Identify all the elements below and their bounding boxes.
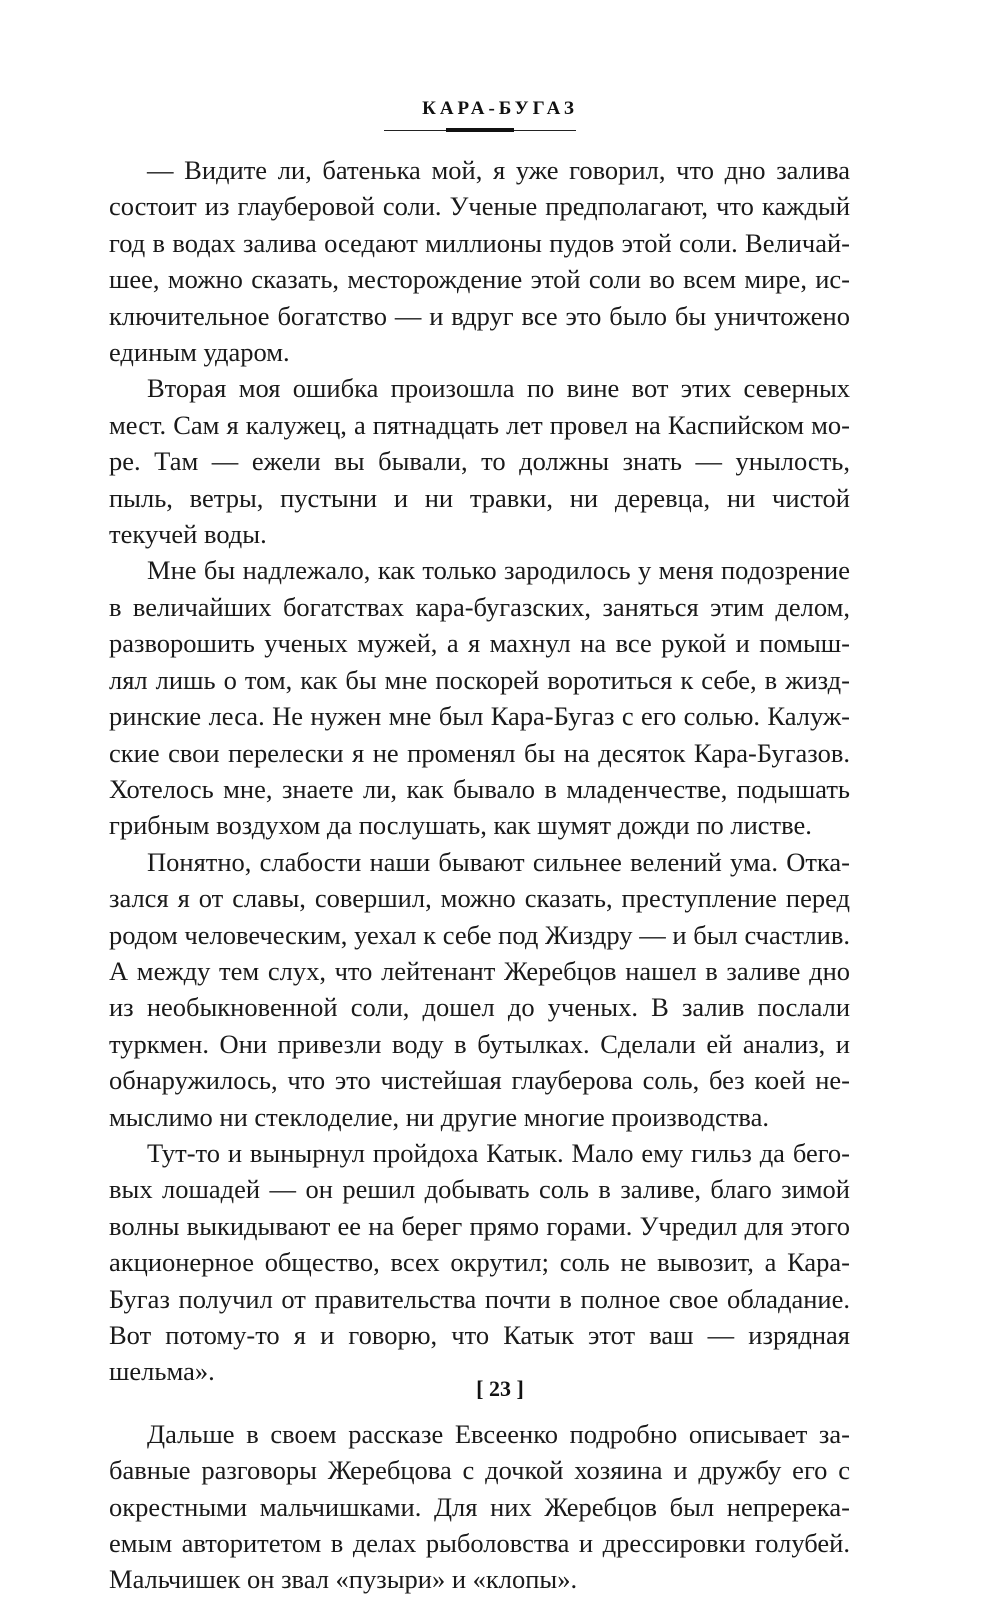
running-head: КАРА-БУГАЗ xyxy=(422,98,578,119)
paragraph: Тут-то и вынырнул пройдоха Катык. Мало ему гильз да беговых лошадей — он решил добывать соль в заливе, благо зимой волны выкидывают ее на берег прямо горами. Учредил для этого акционерное общество, всех окрутил; соль не вывозит, а Кара-Бугаз получил от правительства почти в полное свое обладание. Вот потому-то я и говорю, что Катык этот ваш — изрядная шельма». xyxy=(109,1137,850,1387)
paragraph: Понятно, слабости наши бывают сильнее велений ума. Отказался я от славы, совершил, можно сказать, преступление перед родом человеческим, уехал к себе под Жиздру — и был счастлив. А между тем слух, что лейтенант Жеребцов нашел в заливе дно из необыкновенной соли, дошел до ученых. В залив послали туркмен. Они привезли воду в бутылках. Сделали ей анализ, и обнаружилось, что это чистейшая глауберова соль, без коей немыслимо ни стеклоделие, ни другие многие производства. xyxy=(109,846,850,1132)
paragraph: Вторая моя ошибка произошла по вине вот этих северных мест. Сам я калужец, а пятнадцать лет провел на Каспийском море. Там — ежели вы бывали, то должны знать — унылость, пыль, ветры, пустыни и ни травки, ни деревца, ни чистой текучей воды. xyxy=(109,373,850,550)
paragraph: — Видите ли, батенька мой, я уже говорил, что дно залива состоит из глауберовой соли. Ученые предполагают, что каждый год в водах залива оседают миллионы пудов этой соли. Величайшее, можно сказать, месторождение этой соли во всем мире, исключительное богатство — и вдруг все это было бы уничтожено единым ударом. xyxy=(109,155,850,368)
header-rule-accent xyxy=(446,128,514,132)
paragraph: Мне бы надлежало, как только зародилось у меня подозрение в величайших богатствах кара-бугазских, заняться этим делом, разворошить ученых мужей, а я махнул на все рукой и помышлял лишь о том, как бы мне поскорей воротиться к себе, в жиздринские леса. Не нужен мне был Кара-Бугаз с его солью. Калужские свои перелески я не променял бы на десяток Кара-Бугазов. Хотелось мне, знаете ли, как бывало в младенчестве, подышать грибным воздухом да послушать, как шумят дожди по листве. xyxy=(109,555,850,841)
paragraph: Дальше в своем рассказе Евсеенко подробно описывает забавные разговоры Жеребцова с дочкой хозяина и дружбу его с окрестными мальчишками. Для них Жеребцов был непререкаемым авторитетом в делах рыболовства и дрессировки голубей. Мальчишек он звал «пузыри» и «клопы». xyxy=(109,1418,850,1595)
page-number: [ 23 ] xyxy=(476,1376,524,1401)
